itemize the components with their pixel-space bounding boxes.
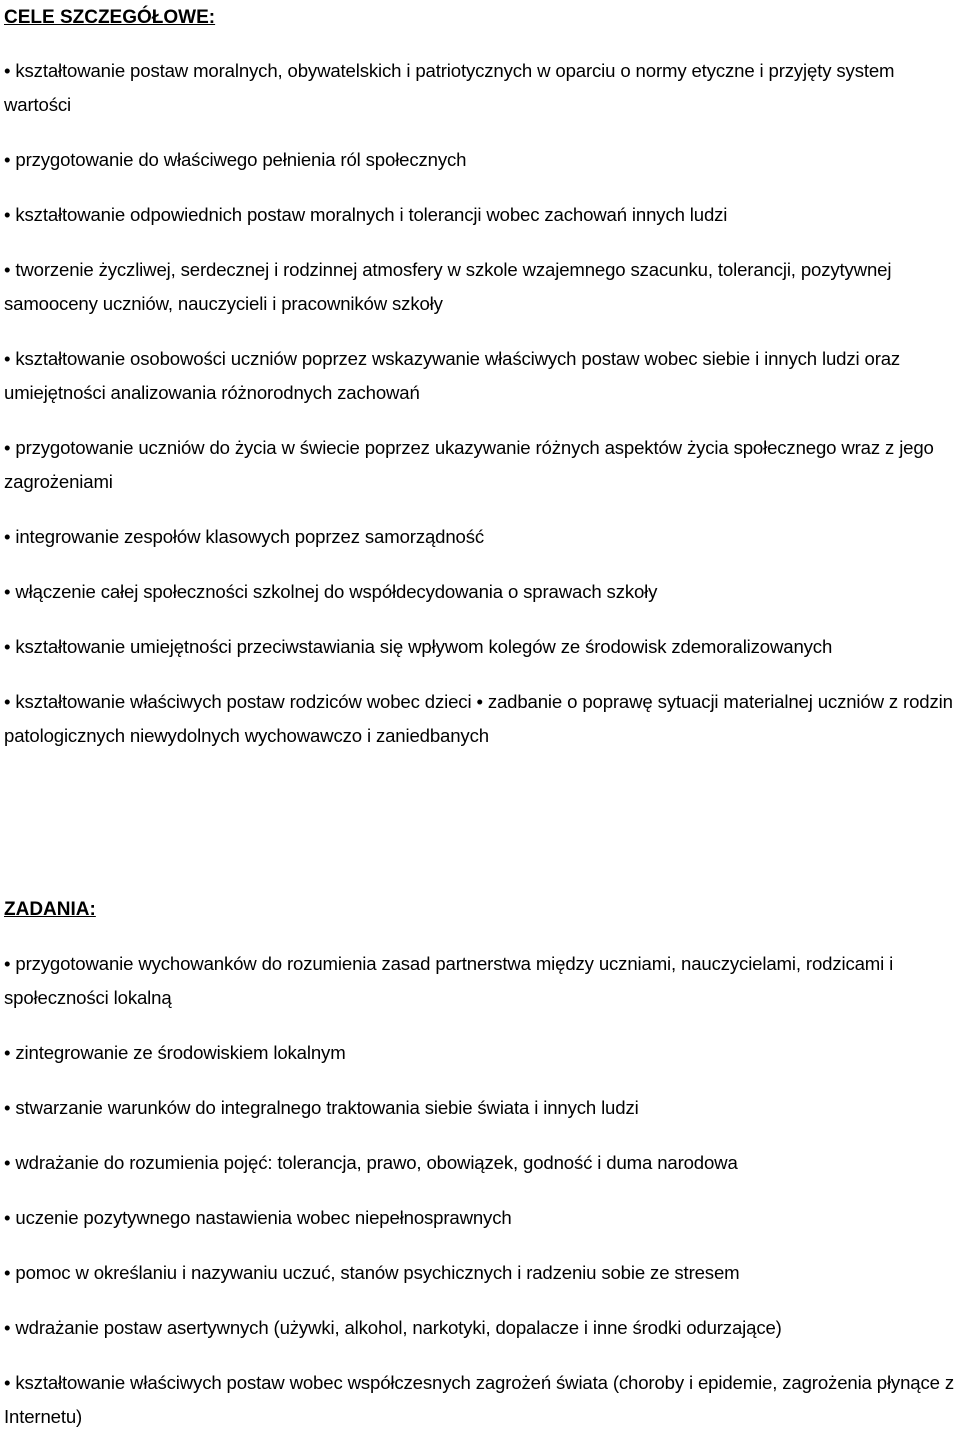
list-item: • kształtowanie właściwych postaw rodziców wobec dzieci • zadbanie o poprawę sytuacji materialnej uczniów z rodzin patologicznych niewydolnych wychowawczo i zaniedbanych — [4, 691, 953, 746]
list-item: • kształtowanie odpowiednich postaw moralnych i tolerancji wobec zachowań innych ludzi — [4, 204, 728, 225]
list-item: • kształtowanie postaw moralnych, obywatelskich i patriotycznych w oparciu o normy etyczne i przyjęty system wartości — [4, 60, 895, 115]
list-item: • kształtowanie umiejętności przeciwstawiania się wpływom kolegów ze środowisk zdemoralizowanych — [4, 636, 833, 657]
list-item: • przygotowanie wychowanków do rozumienia zasad partnerstwa między uczniami, nauczycielami, rodzicami i społeczności lokalną — [4, 953, 894, 1008]
list-item: • tworzenie życzliwej, serdecznej i rodzinnej atmosfery w szkole wzajemnego szacunku, tolerancji, pozytywnej samooceny uczniów, nauczycieli i pracowników szkoły — [4, 259, 892, 314]
list-item: • kształtowanie osobowości uczniów poprzez wskazywanie właściwych postaw wobec siebie i innych ludzi oraz umiejętności analizowania różnorodnych zachowań — [4, 348, 901, 403]
list-item: • zintegrowanie ze środowiskiem lokalnym — [4, 1042, 346, 1063]
list-item: • włączenie całej społeczności szkolnej do współdecydowania o sprawach szkoły — [4, 581, 658, 602]
list-item: • przygotowanie uczniów do życia w świecie poprzez ukazywanie różnych aspektów życia społecznego wraz z jego zagrożeniami — [4, 437, 934, 492]
list-item: • uczenie pozytywnego nastawienia wobec niepełnosprawnych — [4, 1207, 512, 1228]
document-page — [4, 0, 958, 1455]
list-item: • integrowanie zespołów klasowych poprzez samorządność — [4, 526, 485, 547]
list-item: • kształtowanie właściwych postaw wobec współczesnych zagrożeń świata (choroby i epidemie, zagrożenia płynące z Internetu) — [4, 1372, 954, 1427]
cele-list — [4, 54, 958, 753]
list-item: • przygotowanie do właściwego pełnienia ról społecznych — [4, 149, 467, 170]
section-spacer — [4, 774, 958, 893]
list-item: • wdrażanie do rozumienia pojęć: tolerancja, prawo, obowiązek, godność i duma narodowa — [4, 1152, 738, 1173]
list-item: • stwarzanie warunków do integralnego traktowania siebie świata i innych ludzi — [4, 1097, 639, 1118]
section-heading-zadania: ZADANIA: — [4, 899, 96, 920]
zadania-list — [4, 947, 958, 1434]
section-heading-cele: CELE SZCZEGÓŁOWE: — [4, 7, 216, 28]
list-item: • pomoc w określaniu i nazywaniu uczuć, stanów psychicznych i radzeniu sobie ze stresem — [4, 1262, 740, 1283]
list-item: • wdrażanie postaw asertywnych (używki, alkohol, narkotyki, dopalacze i inne środki odurzające) — [4, 1317, 782, 1338]
